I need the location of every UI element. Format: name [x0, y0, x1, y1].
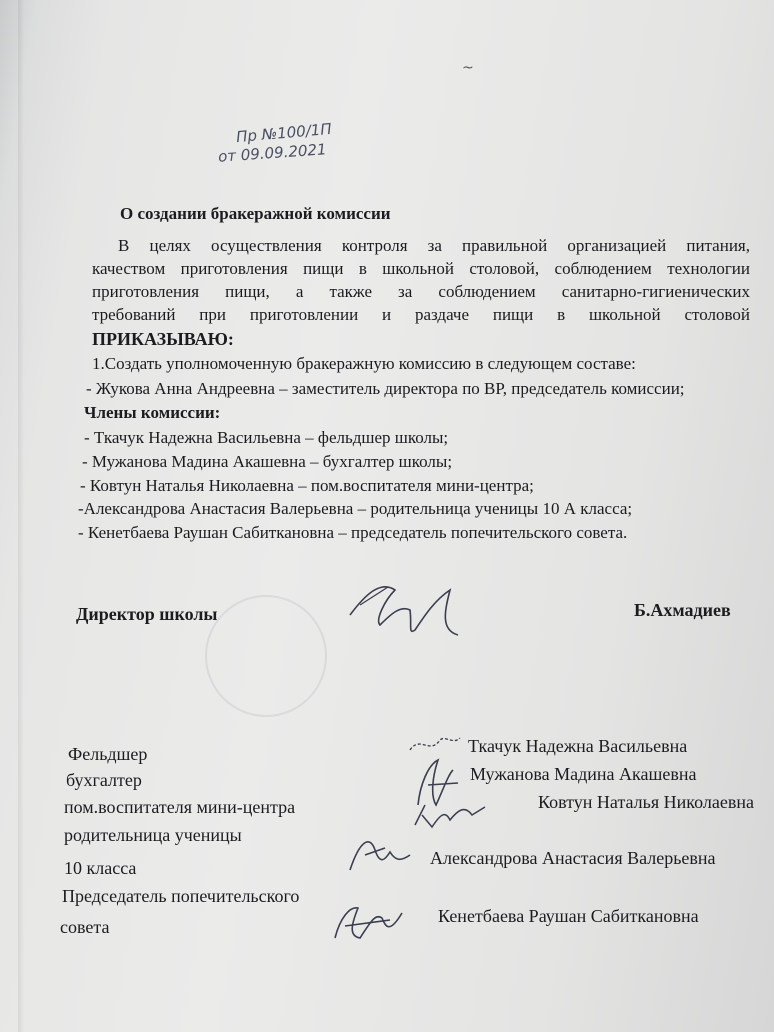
order-number-handwritten: Пр №100/1П — [235, 119, 333, 147]
preamble-line-1: В целях осуществления контроля за правильной организацией питания, — [118, 236, 750, 255]
signature-kovtun — [410, 795, 490, 835]
member-line: -Александрова Анастасия Валерьевна – родительница ученицы 10 А класса; — [78, 499, 633, 518]
order-item-1: 1.Создать уполномоченную бракеражную комиссию в следующем составе: — [92, 354, 636, 373]
member-line: - Кенетбаева Раушан Сабиткановна – председатель попечительского совета. — [78, 523, 628, 542]
order-word: ПРИКАЗЫВАЮ: — [92, 329, 234, 349]
member-name: Ткачук Надежна Васильевна — [468, 736, 688, 756]
member-line: - Ковтун Наталья Николаевна – пом.воспитателя мини-центра; — [80, 476, 534, 495]
role-label: совета — [60, 917, 110, 937]
signature-kenetbaeva — [330, 898, 410, 948]
signature-aleksandrova — [345, 830, 415, 880]
page-fold-shadow — [18, 0, 24, 1032]
role-label: бухгалтер — [66, 770, 142, 790]
corner-mark: ~ — [462, 60, 474, 76]
role-label: родительница ученицы — [64, 825, 242, 845]
member-line: - Мужанова Мадина Акашевна – бухгалтер школы; — [82, 452, 453, 471]
role-label: пом.воспитателя мини-центра — [64, 797, 296, 817]
role-label: 10 класса — [64, 858, 137, 878]
member-name: Кенетбаева Раушан Сабиткановна — [438, 906, 699, 926]
role-label: Председатель попечительского — [62, 886, 300, 906]
faint-stamp — [205, 595, 327, 717]
director-name: Б.Ахмадиев — [634, 600, 731, 620]
member-line: - Ткачук Надежна Васильевна – фельдшер школы; — [84, 428, 449, 447]
preamble-line-4: требований при приготовлении и раздаче пищи в школьной столовой — [92, 305, 750, 324]
director-signature — [340, 575, 470, 645]
order-date-handwritten: от 09.09.2021 — [217, 140, 328, 166]
document-title: О создании бракеражной комиссии — [120, 204, 391, 223]
member-name: Ковтун Наталья Николаевна — [538, 792, 754, 812]
preamble-line-3: приготовления пищи, а также за соблюдением санитарно-гигиенических — [92, 282, 750, 301]
member-name: Мужанова Мадина Акашевна — [470, 764, 697, 784]
commission-chair: - Жукова Анна Андреевна – заместитель директора по ВР, председатель комиссии; — [86, 379, 685, 398]
director-label: Директор школы — [76, 604, 218, 624]
preamble-line-2: качеством приготовления пищи в школьной столовой, соблюдением технологии — [92, 259, 750, 278]
members-heading: Члены комиссии: — [84, 403, 221, 422]
role-label: Фельдшер — [68, 744, 148, 764]
member-name: Александрова Анастасия Валерьевна — [430, 848, 716, 868]
